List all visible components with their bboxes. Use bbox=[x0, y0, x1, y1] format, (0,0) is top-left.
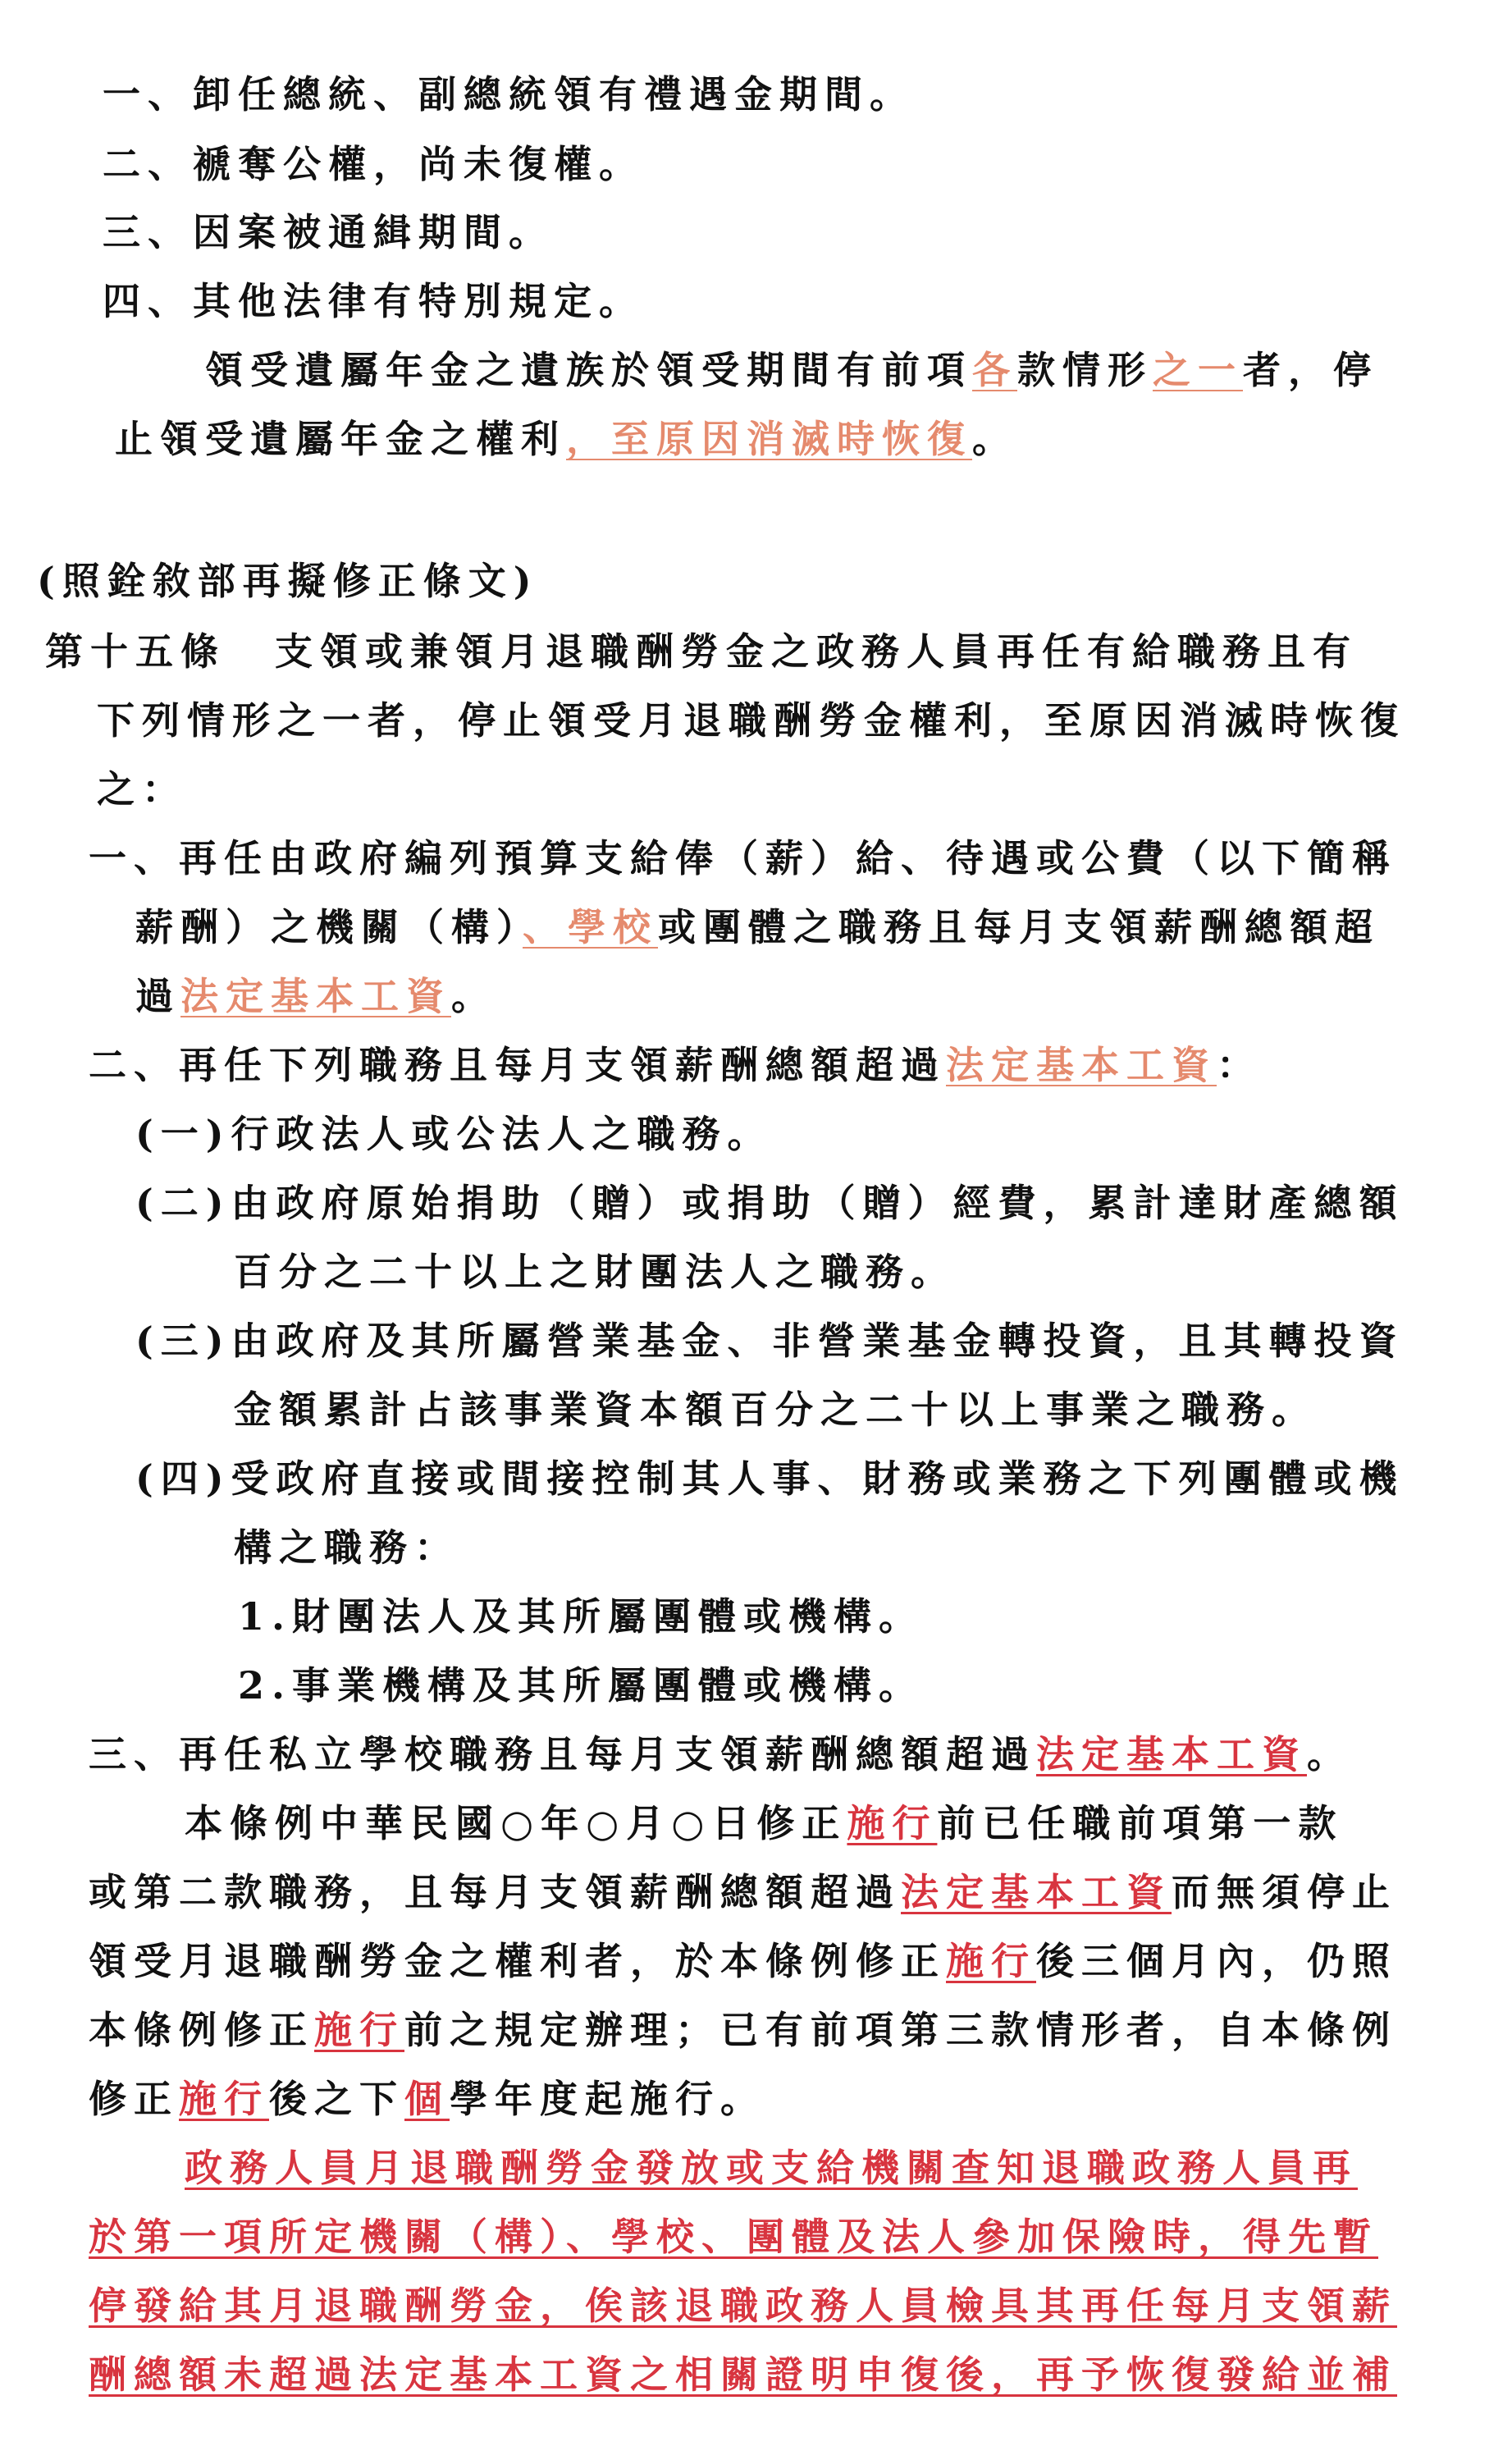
subclause-1: (一)行政法人或公法人之職務。 bbox=[135, 1112, 773, 1156]
item-2: 二、褫奪公權，尚未復權。 bbox=[103, 142, 644, 186]
article-15-line-3: 之： bbox=[97, 767, 187, 812]
intro-paragraph-line-2: 止領受遺屬年金之權利，至原因消滅時恢復。 bbox=[115, 417, 1017, 461]
intro-paragraph-line-1: 領受遺屬年金之遺族於領受期間有前項各款情形之一者，停 bbox=[205, 348, 1378, 392]
subclause-2-line-1: (二)由政府原始捐助（贈）或捐助（贈）經費，累計達財產總額 bbox=[135, 1181, 1405, 1225]
sub-item-2: 2.事業機構及其所屬團體或機構。 bbox=[238, 1663, 925, 1708]
subclause-3-line-2: 金額累計占該事業資本額百分之二十以上事業之職務。 bbox=[234, 1388, 1317, 1432]
item-3: 三、因案被通緝期間。 bbox=[103, 210, 554, 254]
added-paragraph-line-3: 停發給其月退職酬勞金，俟該退職政務人員檢具其再任每月支領薪 bbox=[89, 2284, 1397, 2328]
clause-1-line-3: 過法定基本工資。 bbox=[135, 974, 496, 1018]
clause-3: 三、再任私立學校職務且每月支領薪酬總額超過法定基本工資。 bbox=[89, 1732, 1352, 1776]
article-15-line-1: 第十五條 支領或兼領月退職酬勞金之政務人員再任有給職務且有 bbox=[45, 629, 1358, 674]
transition-paragraph-line-2: 或第二款職務，且每月支領薪酬總額超過法定基本工資而無須停止 bbox=[89, 1870, 1397, 1914]
subclause-4-line-1: (四)受政府直接或間接控制其人事、財務或業務之下列團體或機 bbox=[135, 1456, 1405, 1501]
subclause-4-line-2: 構之職務： bbox=[234, 1525, 459, 1570]
added-paragraph-line-1: 政務人員月退職酬勞金發放或支給機關查知退職政務人員再 bbox=[185, 2146, 1358, 2190]
sub-item-1: 1.財團法人及其所屬團體或機構。 bbox=[238, 1594, 925, 1639]
subclause-2-line-2: 百分之二十以上之財團法人之職務。 bbox=[234, 1250, 956, 1294]
transition-paragraph-line-5: 修正施行後之下個學年度起施行。 bbox=[89, 2077, 765, 2121]
article-15-line-2: 下列情形之一者，停止領受月退職酬勞金權利，至原因消滅時恢復 bbox=[97, 698, 1405, 743]
clause-1-line-1: 一、再任由政府編列預算支給俸（薪）給、待遇或公費（以下簡稱 bbox=[89, 836, 1397, 880]
added-paragraph-line-4: 酬總額未超過法定基本工資之相關證明申復後，再予恢復發給並補 bbox=[89, 2352, 1397, 2397]
transition-paragraph-line-1: 本條例中華民國○年○月○日修正施行前已任職前項第一款 bbox=[185, 1801, 1344, 1845]
article-number: 第十五條 bbox=[45, 629, 226, 674]
transition-paragraph-line-3: 領受月退職酬勞金之權利者，於本條例修正施行後三個月內，仍照 bbox=[89, 1939, 1397, 1983]
clause-1-line-2: 薪酬）之機關（構）、學校或團體之職務且每月支領薪酬總額超 bbox=[135, 905, 1380, 949]
added-paragraph-line-2: 於第一項所定機關（構）、學校、團體及法人參加保險時，得先暫 bbox=[89, 2215, 1378, 2259]
subclause-3-line-1: (三)由政府及其所屬營業基金、非營業基金轉投資，且其轉投資 bbox=[135, 1319, 1405, 1363]
transition-paragraph-line-4: 本條例修正施行前之規定辦理；已有前項第三款情形者，自本條例 bbox=[89, 2008, 1397, 2052]
clause-2-line-1: 二、再任下列職務且每月支領薪酬總額超過法定基本工資： bbox=[89, 1043, 1262, 1087]
item-4: 四、其他法律有特別規定。 bbox=[103, 279, 644, 323]
item-1: 一、卸任總統、副總統領有禮遇金期間。 bbox=[103, 72, 915, 117]
section-heading: (照銓敘部再擬修正條文) bbox=[37, 559, 539, 603]
